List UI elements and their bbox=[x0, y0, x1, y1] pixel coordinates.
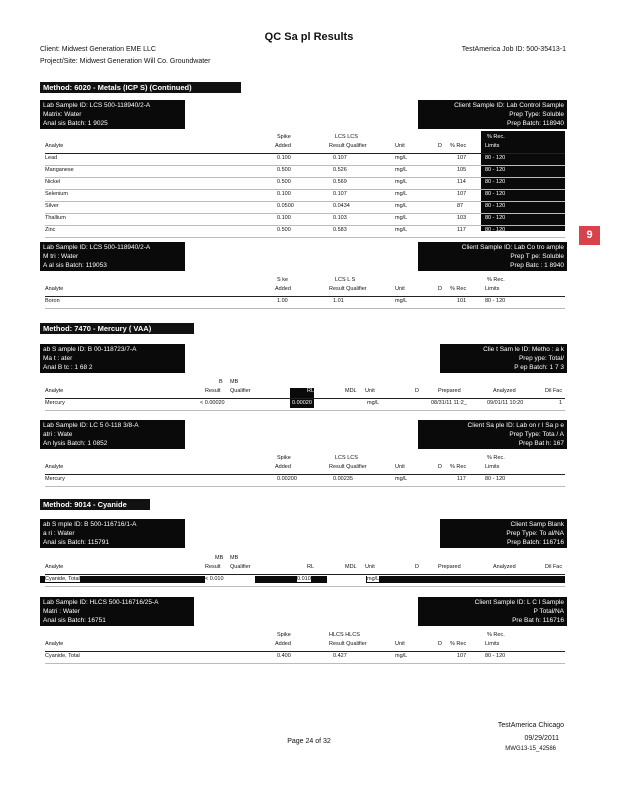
cell-added: 0.00200 bbox=[277, 476, 297, 482]
lcs1-table bbox=[45, 133, 565, 238]
lcs2-sample-id: Lab Sample ID: LCS 500-118940/2-A bbox=[43, 244, 151, 251]
col-qualifier: Qualifier bbox=[230, 564, 251, 570]
table-row bbox=[45, 190, 565, 202]
cell-unit: mg/L bbox=[395, 227, 408, 233]
cell-pct-rec: 103 bbox=[457, 215, 467, 221]
lcs1-sample-info bbox=[40, 100, 185, 129]
cell-analyte: Nickel bbox=[45, 179, 60, 185]
table-row bbox=[45, 652, 565, 664]
cell-added: 0.100 bbox=[277, 215, 291, 221]
col-mb2: MB bbox=[230, 555, 239, 561]
cell-added: 0.500 bbox=[277, 179, 291, 185]
lcshg-prep-batch: Prep Bat h: 167 bbox=[518, 440, 564, 447]
hlcscn-batch: Anal sis Batch: 16751 bbox=[43, 617, 106, 624]
mbcn-prep-batch: Prep Batch: 116716 bbox=[507, 539, 564, 546]
lcs1-prep-type: Prep Type: Soluble bbox=[509, 111, 564, 118]
mbcn-client-id: Client Samp Blank bbox=[510, 521, 564, 528]
cell-result: 0.103 bbox=[333, 215, 347, 221]
col-dilfac: Dil Fac bbox=[545, 388, 563, 394]
lcs1-matrix: Matrix: Water bbox=[43, 111, 82, 118]
col-result: Result Qualifier bbox=[329, 286, 367, 292]
hlcscn-prep-type: P Total/NA bbox=[533, 608, 564, 615]
footer-code: MWG13-15_42586 bbox=[505, 746, 556, 752]
cell-result: 1.01 bbox=[333, 298, 344, 304]
col-added: Added bbox=[275, 143, 291, 149]
method-6020-heading: Method: 6020 - Metals (ICP S) (Continued) bbox=[40, 82, 241, 93]
cell-result: < 0.00020 bbox=[200, 400, 225, 406]
cell-limits: 80 - 120 bbox=[485, 653, 506, 659]
col-unit: Unit bbox=[395, 286, 405, 292]
lcshg-client-info bbox=[418, 420, 567, 449]
col-analyte: Analyte bbox=[45, 564, 64, 570]
cell-unit: mg/L bbox=[395, 653, 408, 659]
cell-result: 0.00235 bbox=[333, 476, 353, 482]
table-row bbox=[45, 178, 565, 190]
col-dilfac: Dil Fac bbox=[545, 564, 563, 570]
cell-added: 0.400 bbox=[277, 653, 291, 659]
mbcn-prep-type: Prep Type: To al/NA bbox=[506, 530, 564, 537]
hlcscn-table bbox=[45, 631, 565, 664]
col-lcs: LCS L S bbox=[335, 277, 356, 283]
cell-dilfac: 1 bbox=[559, 400, 563, 406]
col-unit: Unit bbox=[365, 564, 375, 570]
table-row bbox=[45, 214, 565, 226]
col-prepared: Prepared bbox=[438, 564, 461, 570]
cell-unit: mg/L bbox=[395, 155, 408, 161]
col-limits: Limits bbox=[485, 143, 500, 149]
job-id: TestAmerica Job ID: 500-35413-1 bbox=[461, 46, 566, 53]
method-7470-heading: Method: 7470 - Mercury ( VAA) bbox=[40, 323, 194, 334]
lcs1-client-info bbox=[418, 100, 567, 129]
footer-company: TestAmerica Chicago bbox=[497, 722, 564, 729]
col-spike: Spike bbox=[277, 455, 291, 461]
mbcn-table bbox=[45, 554, 565, 587]
lcs2-client-info bbox=[418, 242, 567, 271]
hlcscn-sample-info bbox=[40, 597, 194, 626]
col-pct-rec: % Rec bbox=[450, 143, 467, 149]
cell-limits: 80 - 120 bbox=[485, 476, 506, 482]
col-limits: Limits bbox=[485, 641, 500, 647]
col-rl: RL bbox=[307, 388, 315, 394]
cell-result: 0.0434 bbox=[333, 203, 350, 209]
lcs2-prep-batch: Prep Batc : 1 8940 bbox=[510, 262, 564, 269]
mbhg-table bbox=[45, 378, 565, 411]
cell-pct-rec: 107 bbox=[457, 191, 467, 197]
cell-pct-rec: 101 bbox=[457, 298, 467, 304]
col-hlcs: HLCS HLCS bbox=[329, 632, 360, 638]
mbhg-batch: Anal B tc : 1 68 2 bbox=[43, 364, 93, 371]
col-spike: Spike bbox=[277, 632, 291, 638]
col-unit: Unit bbox=[395, 464, 405, 470]
cell-prepared: 08/31/11 11:2_ bbox=[431, 400, 467, 406]
table-row bbox=[45, 202, 565, 214]
method-9014-heading: Method: 9014 - Cyanide bbox=[40, 499, 150, 510]
col-prepared: Prepared bbox=[438, 388, 461, 394]
cell-result: 0.526 bbox=[333, 167, 347, 173]
cell-analyte: Silver bbox=[45, 203, 59, 209]
page-number: Page 24 of 32 bbox=[287, 738, 331, 745]
col-spike: Spike bbox=[277, 134, 291, 140]
cell-analyte: Lead bbox=[45, 155, 58, 161]
cell-analyte: Cyanide, Total bbox=[45, 653, 80, 659]
hlcscn-matrix: Matri : Water bbox=[43, 608, 80, 615]
col-unit: Unit bbox=[395, 143, 405, 149]
cell-result: 0.583 bbox=[333, 227, 347, 233]
cell-result: 0.107 bbox=[333, 191, 347, 197]
cell-added: 0.0500 bbox=[277, 203, 294, 209]
lcs1-prep-batch: Prep Batch: 118940 bbox=[507, 120, 564, 127]
lcs1-batch: Anal sis Batch: 1 9025 bbox=[43, 120, 108, 127]
col-added: Added bbox=[275, 464, 291, 470]
col-rec: % Rec. bbox=[487, 455, 505, 461]
lcs1-sample-id: Lab Sample ID: LCS 500-118940/2-A bbox=[43, 102, 151, 109]
lcs2-matrix: M tri : Water bbox=[43, 253, 79, 260]
cell-pct-rec: 114 bbox=[457, 179, 466, 185]
cell-limits: 80 - 120 bbox=[485, 167, 506, 173]
cell-limits: 80 - 120 bbox=[485, 179, 506, 185]
lcshg-prep-type: Prep Type: Tota / A bbox=[509, 431, 564, 438]
cell-pct-rec: 117 bbox=[457, 476, 466, 482]
cell-unit: mg/L bbox=[367, 576, 380, 582]
mbhg-sample-id: ab S ample ID: B 00-118723/7-A bbox=[43, 346, 137, 353]
col-analyte: Analyte bbox=[45, 641, 64, 647]
lcshg-table bbox=[45, 454, 565, 487]
col-lcs: LCS LCS bbox=[335, 134, 358, 140]
footer-date: 09/29/2011 bbox=[524, 735, 559, 742]
col-result: Result Qualifier bbox=[329, 641, 367, 647]
col-mdl: MDL bbox=[345, 564, 357, 570]
col-result: Result bbox=[205, 388, 221, 394]
col-d: D bbox=[438, 286, 442, 292]
lcs2-table bbox=[45, 276, 565, 309]
cell-pct-rec: 107 bbox=[457, 653, 467, 659]
mbhg-client-info bbox=[440, 344, 567, 373]
col-mb2: MB bbox=[230, 379, 239, 385]
cell-analyte: Mercury bbox=[45, 400, 65, 406]
mbhg-prep-type: Prep ype: Total/ bbox=[518, 355, 564, 362]
hlcscn-sample-id: Lab Sample ID: HLCS 500-116716/25-A bbox=[43, 599, 159, 606]
col-rl: RL bbox=[307, 564, 315, 570]
hlcscn-client-id: Client Sample ID: L C l Sample bbox=[474, 599, 564, 606]
cell-added: 0.500 bbox=[277, 167, 291, 173]
col-lcs: LCS LCS bbox=[335, 455, 358, 461]
client-name: Client: Midwest Generation EME LLC bbox=[40, 46, 156, 53]
cell-result: 0.107 bbox=[333, 155, 347, 161]
cell-analyte: Cyanide, Total bbox=[45, 576, 80, 582]
col-mb: MB bbox=[215, 555, 224, 561]
cell-analyte: Boron bbox=[45, 298, 60, 304]
page-title: QC Sa pl Results bbox=[264, 31, 354, 43]
cell-pct-rec: 105 bbox=[457, 167, 467, 173]
col-rec: % Rec. bbox=[487, 277, 505, 283]
col-analyte: Analyte bbox=[45, 286, 64, 292]
cell-unit: mg/L bbox=[395, 167, 408, 173]
cell-result: < 0.010 bbox=[205, 576, 224, 582]
cell-analyzed: 09/01/11 10:20 bbox=[487, 400, 524, 406]
col-spike: S ke bbox=[277, 277, 289, 283]
project-site: Project/Site: Midwest Generation Will Co. Groundwater bbox=[40, 58, 211, 65]
lcs1-client-id: Client Sample ID: Lab Control Sample bbox=[454, 102, 564, 109]
col-rec: % Rec. bbox=[487, 632, 505, 638]
col-mdl: MDL bbox=[345, 388, 357, 394]
col-qualifier: Qualifier bbox=[230, 388, 251, 394]
cell-rl: 0.00020 bbox=[292, 400, 312, 406]
col-mb: B bbox=[219, 379, 223, 385]
col-analyte: Analyte bbox=[45, 388, 64, 394]
col-unit: Unit bbox=[365, 388, 375, 394]
mbcn-sample-info bbox=[40, 519, 185, 548]
cell-limits: 80 - 120 bbox=[485, 203, 506, 209]
col-analyte: Analyte bbox=[45, 143, 64, 149]
lcshg-client-id: Client Sa ple ID: Lab on r l Sa p e bbox=[467, 422, 564, 429]
cell-unit: mg/L bbox=[395, 476, 408, 482]
lcshg-batch: An lysis Batch: 1 0852 bbox=[43, 440, 108, 447]
mbcn-client-info bbox=[440, 519, 567, 548]
cell-limits: 80 - 120 bbox=[485, 191, 506, 197]
col-limits: Limits bbox=[485, 286, 500, 292]
col-d: D bbox=[415, 564, 419, 570]
hlcscn-prep-batch: Pre Bat h: 116716 bbox=[512, 617, 564, 624]
cell-result: 0.427 bbox=[333, 653, 347, 659]
cell-analyte: Zinc bbox=[45, 227, 56, 233]
mbhg-matrix: Ma t : ater bbox=[43, 355, 73, 362]
cell-unit: mg/L bbox=[395, 179, 408, 185]
cell-pct-rec: 107 bbox=[457, 155, 467, 161]
col-analyte: Analyte bbox=[45, 464, 64, 470]
col-added: Added bbox=[275, 286, 291, 292]
col-pct-rec: % Rec bbox=[450, 641, 467, 647]
table-row bbox=[45, 154, 565, 166]
col-d: D bbox=[438, 143, 442, 149]
mbcn-batch: Anal sis Batch: 115791 bbox=[43, 539, 110, 546]
col-analyzed: Analyzed bbox=[493, 388, 516, 394]
cell-analyte: Mercury bbox=[45, 476, 65, 482]
col-d: D bbox=[438, 464, 442, 470]
cell-limits: 80 - 120 bbox=[485, 298, 506, 304]
col-d: D bbox=[438, 641, 442, 647]
cell-result: 0.569 bbox=[333, 179, 347, 185]
mbcn-matrix: a ri : Water bbox=[43, 530, 75, 537]
table-row bbox=[45, 297, 565, 309]
col-unit: Unit bbox=[395, 641, 405, 647]
cell-pct-rec: 87 bbox=[457, 203, 464, 209]
table-row bbox=[45, 166, 565, 178]
cell-limits: 80 - 120 bbox=[485, 215, 506, 221]
cell-limits: 80 - 120 bbox=[485, 155, 506, 161]
cell-limits: 80 - 120 bbox=[485, 227, 506, 233]
col-rec: % Rec. bbox=[487, 134, 505, 140]
cell-added: 0.100 bbox=[277, 191, 291, 197]
cell-unit: mg/L bbox=[395, 191, 408, 197]
table-row bbox=[45, 226, 565, 238]
lcshg-sample-id: Lab Sample ID: LC 5 0-118 3/8-A bbox=[43, 422, 139, 429]
mbhg-client-id: Clie t Sam le ID: Metho : a k bbox=[483, 346, 564, 353]
cell-pct-rec: 117 bbox=[457, 227, 466, 233]
cell-rl: 0.010 bbox=[297, 576, 311, 582]
col-pct-rec: % Rec bbox=[450, 464, 467, 470]
cell-unit: mg/L bbox=[395, 215, 408, 221]
table-row bbox=[45, 475, 565, 487]
section-tab[interactable]: 9 bbox=[579, 226, 600, 245]
cell-unit: mg/L bbox=[395, 298, 408, 304]
cell-added: 0.500 bbox=[277, 227, 291, 233]
col-result: Result Qualifier bbox=[329, 464, 367, 470]
col-pct-rec: % Rec bbox=[450, 286, 467, 292]
cell-analyte: Thallium bbox=[45, 215, 66, 221]
col-analyzed: Analyzed bbox=[493, 564, 516, 570]
lcs2-client-id: Client Sample ID: Lab Co tro ample bbox=[461, 244, 564, 251]
mbhg-sample-info bbox=[40, 344, 185, 373]
cell-analyte: Selenium bbox=[45, 191, 68, 197]
cell-unit: mg/L bbox=[367, 400, 380, 406]
col-result: Result Qualifier bbox=[329, 143, 367, 149]
lcs2-prep-type: Prep T pe: Soluble bbox=[510, 253, 564, 260]
hlcscn-client-info bbox=[418, 597, 567, 626]
col-result: Result bbox=[205, 564, 221, 570]
lcshg-sample-info bbox=[40, 420, 185, 449]
lcs2-batch: A al sis Batch: 119053 bbox=[43, 262, 107, 269]
mbcn-sample-id: ab S mple ID: B 500-116716/1-A bbox=[43, 521, 137, 528]
cell-analyte: Manganese bbox=[45, 167, 74, 173]
cell-unit: mg/L bbox=[395, 203, 408, 209]
cell-added: 0.100 bbox=[277, 155, 291, 161]
col-limits: Limits bbox=[485, 464, 500, 470]
lcshg-matrix: atri : Wate bbox=[43, 431, 73, 438]
mbhg-prep-batch: P ep Batch: 1 7 3 bbox=[514, 364, 564, 371]
lcs2-sample-info bbox=[40, 242, 185, 271]
col-d: D bbox=[415, 388, 419, 394]
col-added: Added bbox=[275, 641, 291, 647]
cell-added: 1.00 bbox=[277, 298, 288, 304]
